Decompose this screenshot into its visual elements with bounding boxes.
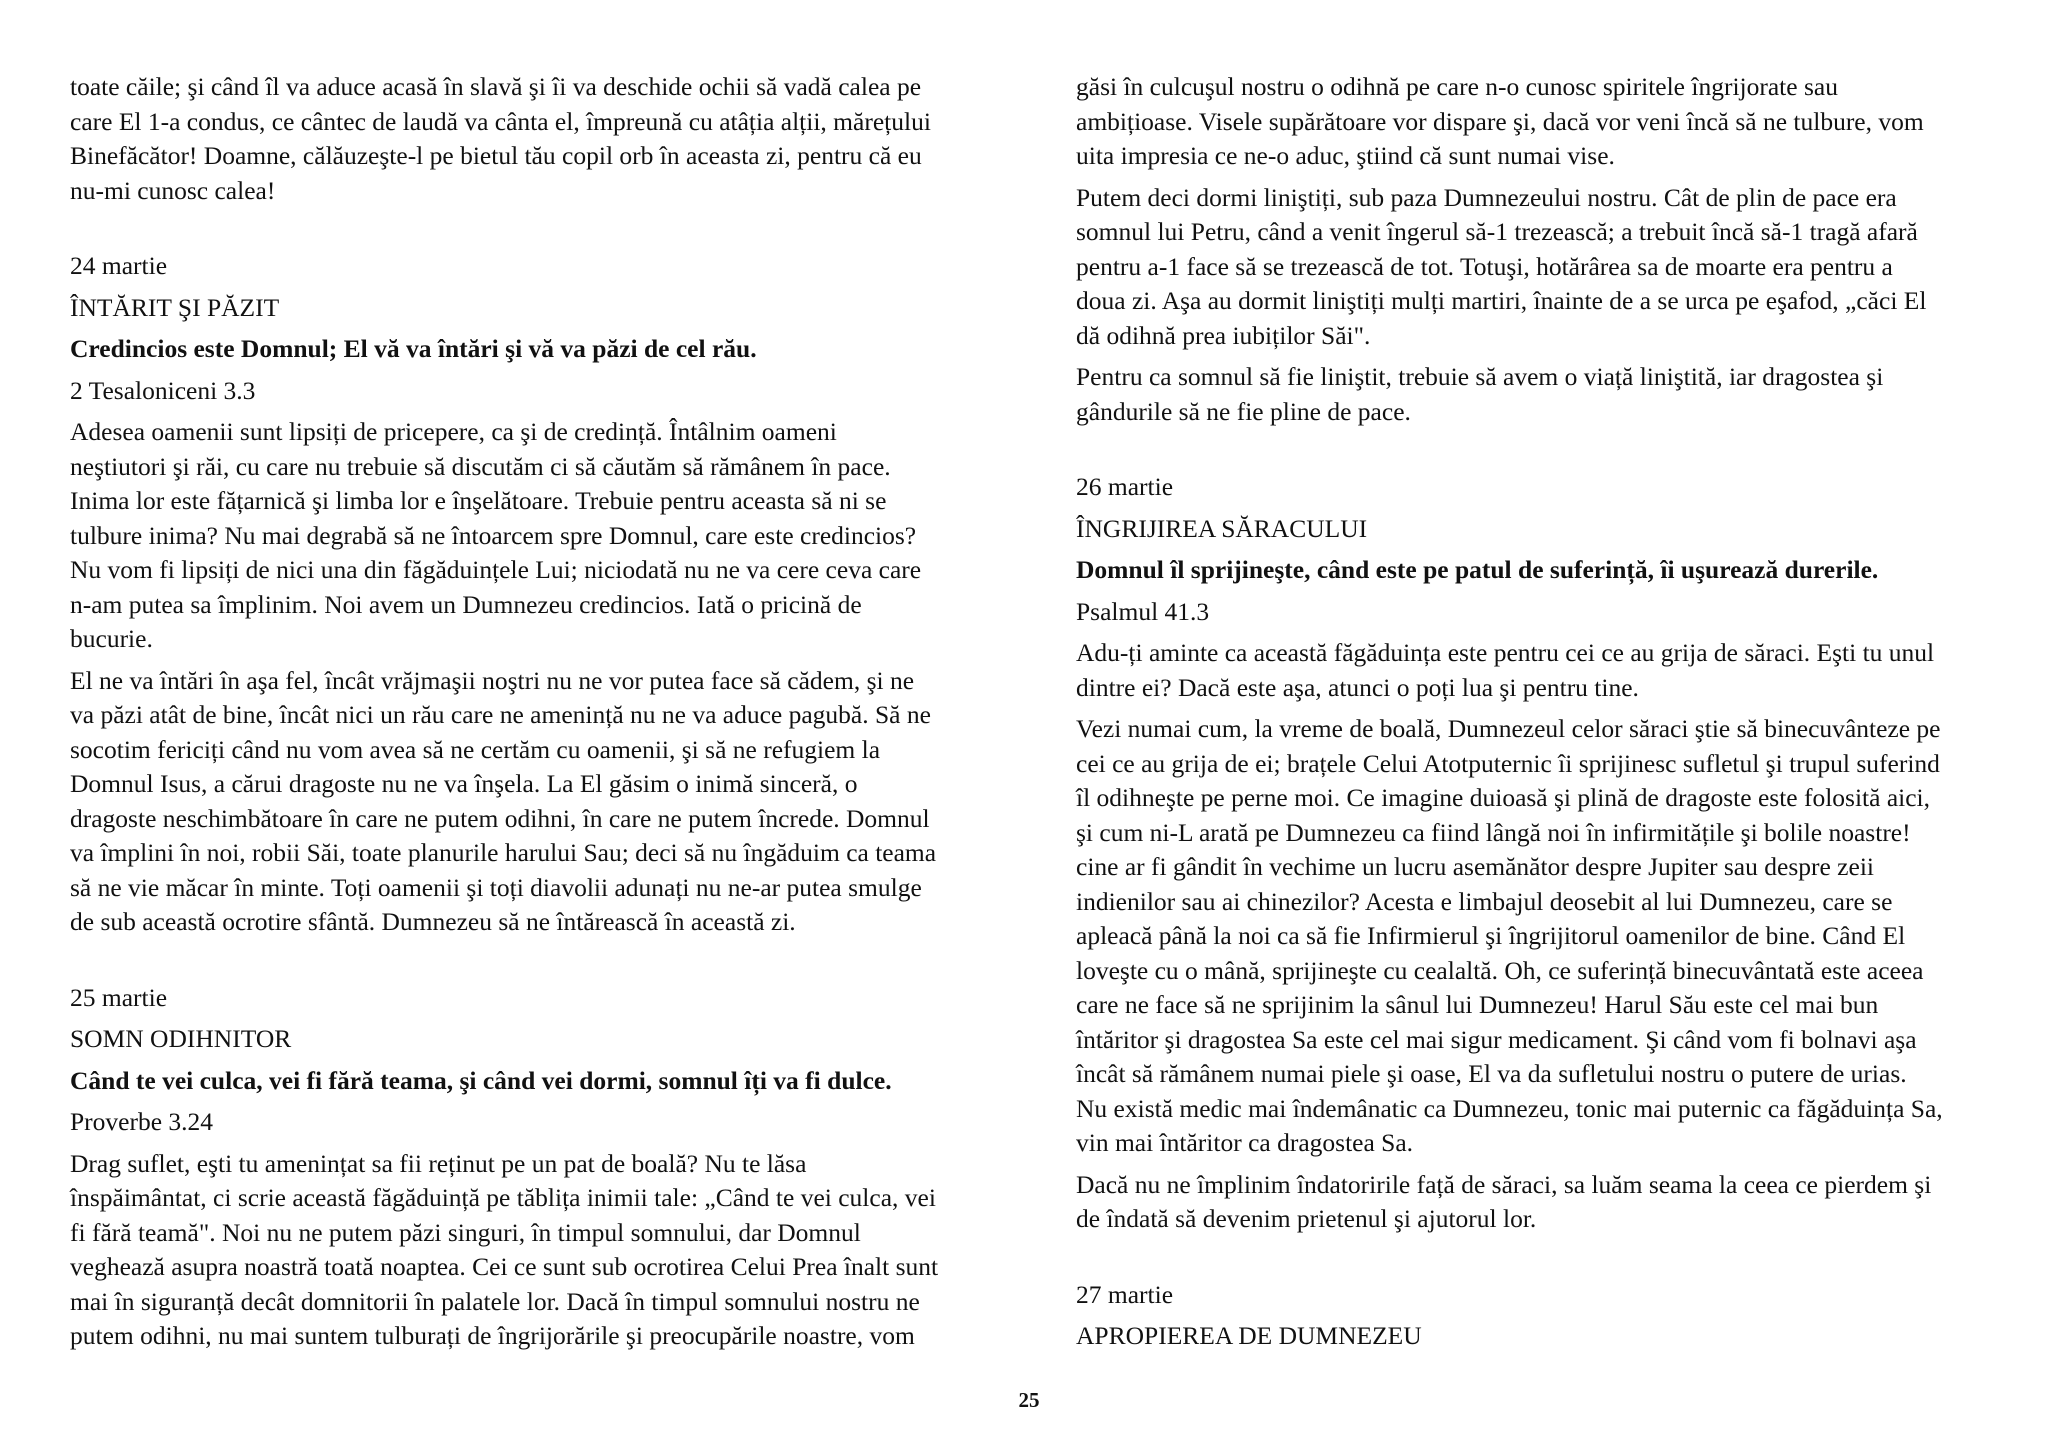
entry-paragraph: Adesea oamenii sunt lipsiți de pricepere, ca şi de credință. Întâlnim oameni neştiutori şi răi, cu care nu trebuie să discutăm ci să căutăm să rămânem în pace. Inima lor este fățarnică şi limba lor e înşelătoare. Trebuie pentru aceasta să ni se tulbure inima? Nu mai degrabă să ne întoarcem spre Domnul, care este credincios? Nu vom fi lipsiți de nici una din făgăduințele Lui; niciodată nu ne va cere ceva care n-am putea sa împlinim. Noi avem un Dumnezeu credincios. Iată o pricină de bucurie.: [70, 417, 922, 653]
entry-title: ÎNGRIJIREA SĂRACULUI: [1076, 513, 1368, 543]
page-number: 25: [1018, 1388, 1040, 1412]
entry-title: ÎNTĂRIT ŞI PĂZIT: [70, 292, 280, 322]
entry-verse: Când te vei culca, vei fi fără teama, şi când vei dormi, somnul îți va fi dulce.: [70, 1065, 892, 1095]
entry-reference: Proverbe 3.24: [70, 1107, 214, 1136]
entry-paragraph: El ne va întări în aşa fel, încât vrăjmaşii noştri nu ne vor putea face să cădem, şi ne va păzi atât de bine, încât nici un rău care ne amenință nu ne va aduce pagubă. Să ne socotim fericiți când nu vom avea să ne certăm cu oamenii, şi să ne refugiem la Domnul Isus, a cărui dragoste nu ne va înşela. La El găsim o inimă sinceră, o dragoste neschimbătoare în care ne putem odihni, în care ne putem încrede. Domnul va împlini în noi, robii Săi, toate planurile harului Sau; deci să nu îngăduim ca teama să ne vie măcar în minte. Toți oamenii şi toți diavolii adunați nu ne-ar putea smulge de sub această ocrotire sfântă. Dumnezeu să ne întărească în această zi.: [70, 665, 937, 936]
continuation-paragraph: Pentru ca somnul să fie liniştit, trebuie să avem o viață liniştită, iar dragostea şi gândurile să ne fie pline de pace.: [1076, 362, 1884, 426]
entry-reference: 2 Tesaloniceni 3.3: [70, 375, 256, 405]
intro-paragraph: toate căile; şi când îl va aduce acasă în slavă şi îi va deschide ochii să vadă calea pe care El 1-a condus, ce cântec de laudă va cânta el, împreună cu atâția alții, mărețului Binefăcător! Doamne, călăuzeşte-l pe bietul tău copil orb în aceasta zi, pentru că eu nu-mi cunosc calea!: [70, 72, 931, 205]
entry-date: 25 martie: [70, 982, 168, 1012]
entry-title: APROPIEREA DE DUMNEZEU: [1076, 1321, 1422, 1350]
entry-title: SOMN ODIHNITOR: [70, 1024, 292, 1053]
entry-verse: Credincios este Domnul; El vă va întări şi vă va păzi de cel rău.: [70, 334, 757, 363]
continuation-paragraph: Putem deci dormi liniştiți, sub paza Dumnezeului nostru. Cât de plin de pace era somnul lui Petru, când a venit îngerul să-1 trezească; a trebuit încă să-1 tragă afară pentru a-1 face să se trezească de tot. Totuşi, hotărârea sa de moarte era pentru a doua zi. Aşa au dormit liniştiți mulți martiri, înainte de a se urca pe eşafod, „căci El dă odihnă prea iubiților Săi".: [1076, 182, 1927, 350]
entry-reference: Psalmul 41.3: [1076, 596, 1210, 626]
devotional-entry-march-24: [70, 249, 992, 940]
right-column: [1076, 70, 1998, 1361]
devotional-entry-march-26: [1076, 470, 1998, 1237]
left-column: [70, 70, 992, 1361]
entry-paragraph: Drag suflet, eşti tu amenințat sa fii reținut pe un pat de boală? Nu te lăsa înspăimântat, ci scrie această făgăduință pe tăblița inimii tale: „Când te vei culca, vei fi fără teamă". Noi nu ne putem păzi singuri, în timpul somnului, dar Domnul veghează asupra noastră toată noaptea. Cei ce sunt sub ocrotirea Celui Prea înalt sunt mai în siguranță decât domnitorii în palatele lor. Dacă în timpul somnului nostru ne putem odihni, nu mai suntem tulburați de îngrijorările şi preocupările noastre, vom: [70, 1148, 939, 1350]
entry-paragraph: Vezi numai cum, la vreme de boală, Dumnezeul celor săraci ştie să binecuvânteze pe cei ce au grija de ei; brațele Celui Atotputernic îi sprijinesc sufletul şi trupul suferind îl odihneşte pe perne moi. Ce imagine duioasă şi plină de dragoste este folosită aici, şi cum ni-L arată pe Dumnezeu ca fiind lângă noi în infirmitățile şi bolile noastre! cine ar fi gândit în vechime un lucru asemănător despre Jupiter sau despre zeii indienilor sau ai chinezilor? Acesta e limbajul deosebit al lui Dumnezeu, care se apleacă până la noi ca să fie Infirmierul şi îngrijitorul oamenilor de bine. Când El loveşte cu o mână, sprijineşte cu cealaltă. Oh, ce suferință binecuvântată este aceea care ne face să ne sprijinim la sânul lui Dumnezeu! Harul Său este cel mai bun întăritor şi dragostea Sa este cel mai sigur medicament. Şi când vom fi bolnavi aşa încât să rămânem numai piele şi oase, El va da sufletului nostru o putere de urias. Nu există medic mai îndemânatic ca Dumnezeu, tonic mai puternic ca făgăduința Sa, vin mai întăritor ca dragostea Sa.: [1076, 714, 1943, 1157]
entry-date: 26 martie: [1076, 472, 1174, 501]
entry-verse: Domnul îl sprijineşte, când este pe patul de suferință, îi uşurează durerile.: [1076, 555, 1879, 584]
devotional-entry-march-27: [1076, 1278, 1998, 1354]
entry-paragraph: Dacă nu ne împlinim îndatoririle față de săraci, sa luăm seama la ceea ce pierdem şi de îndată să devenim prietenul şi ajutorul lor.: [1076, 1169, 1932, 1233]
devotional-entry-march-25: [70, 981, 992, 1354]
entry-date: 24 martie: [70, 251, 168, 280]
continuation-paragraph: găsi în culcuşul nostru o odihnă pe care n-o cunosc spiritele îngrijorate sau ambițioase. Visele supărătoare vor dispare şi, dacă vor veni încă să ne tulbure, vom uita impresia ce ne-o aduc, ştiind că sunt numai vise.: [1076, 72, 1924, 170]
entry-date: 27 martie: [1076, 1279, 1174, 1309]
entry-paragraph: Adu-ți aminte ca această făgăduința este pentru cei ce au grija de săraci. Eşti tu unul dintre ei? Dacă este aşa, atunci o poți lua şi pentru tine.: [1076, 638, 1935, 702]
